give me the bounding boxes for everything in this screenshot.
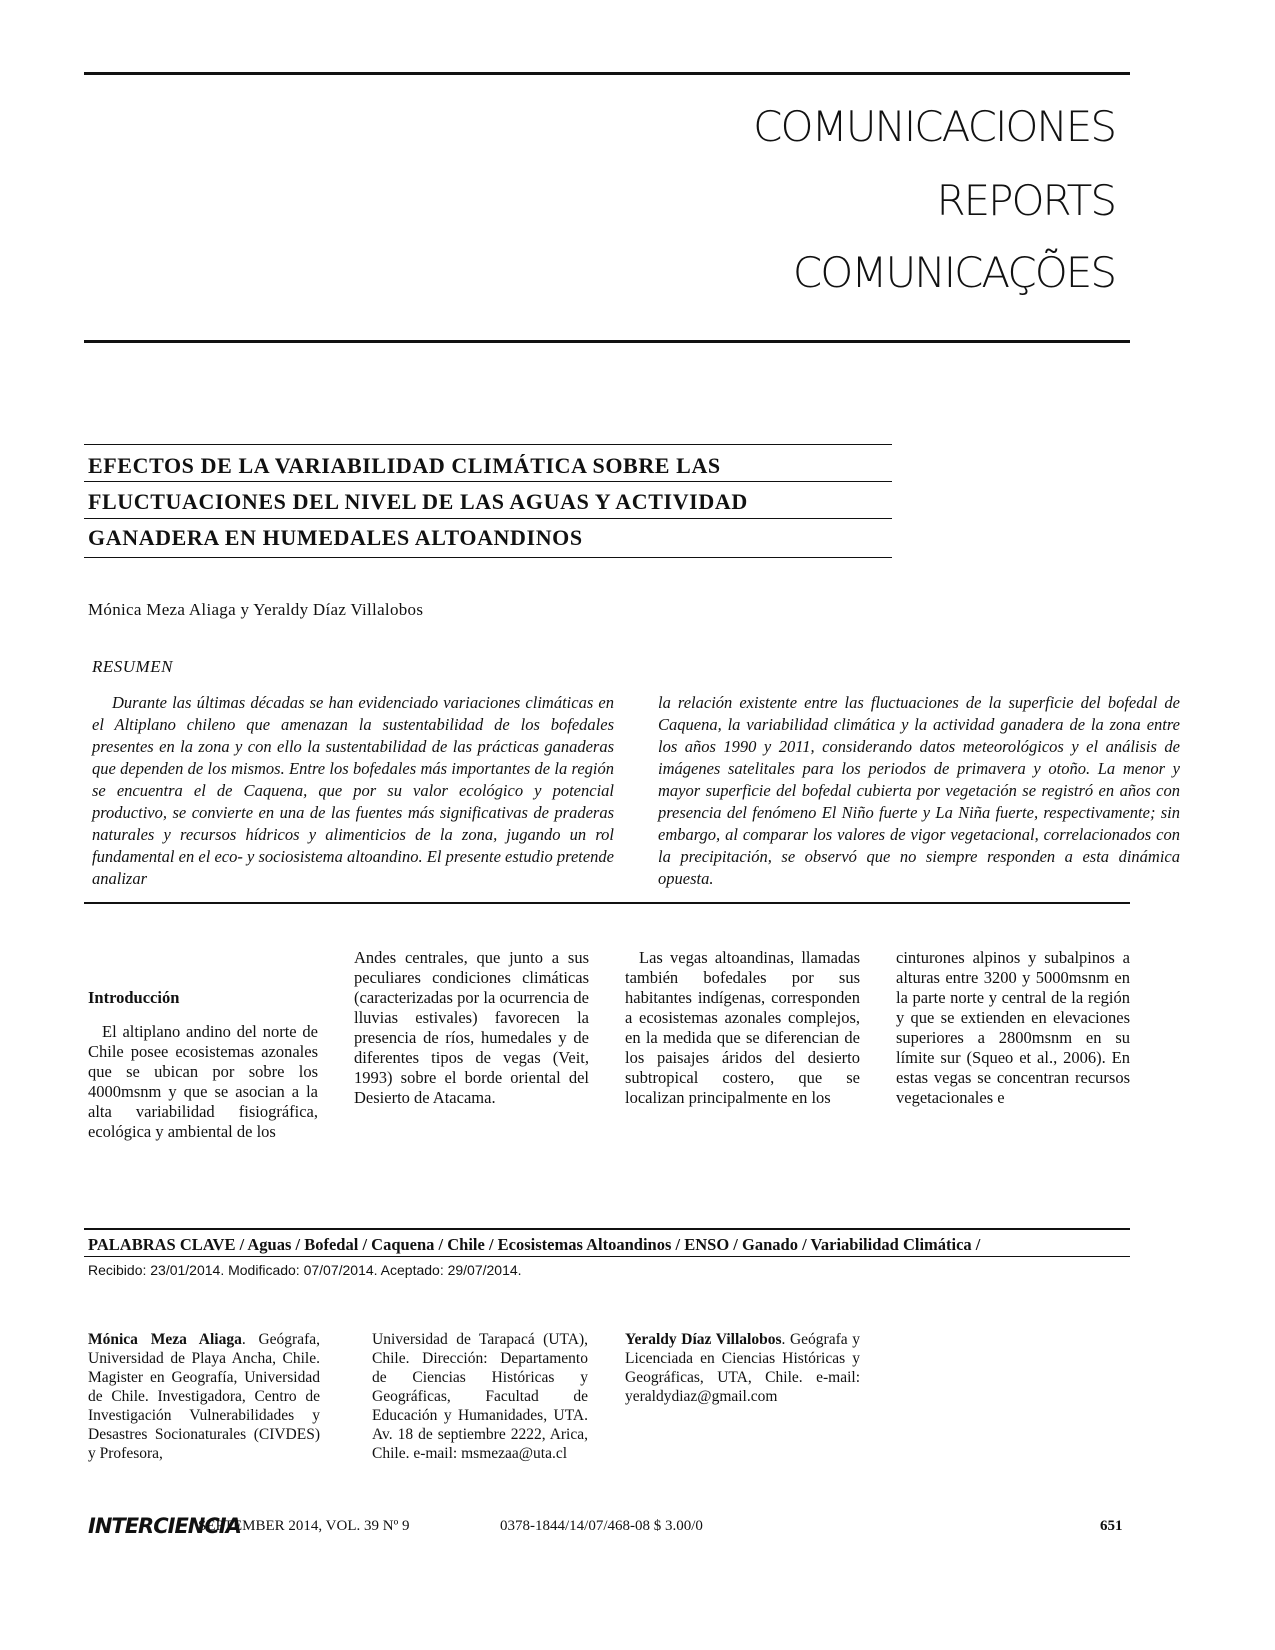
footer-issue: SEPTEMBER 2014, VOL. 39 Nº 9: [198, 1518, 410, 1534]
section-head-en: REPORTS: [936, 176, 1115, 225]
section-head-pt: COMUNICAÇÕES: [792, 248, 1115, 297]
top-rule: [84, 72, 1130, 75]
title-rule-3: [84, 518, 892, 519]
keywords-top-rule: [84, 1228, 1130, 1230]
title-rule-4: [84, 557, 892, 558]
section-head-es: COMUNICACIONES: [753, 102, 1115, 151]
affiliation-1-text: . Geógrafa, Universidad de Playa Ancha, Chile. Magister en Geografía, Universidad de Chile. Investigadora, Centro de Investigación Vulnerabilidades y Desastres Socionaturales (CIVDES) y Profesora,: [88, 1331, 321, 1462]
body-column-2: Andes centrales, que junto a sus peculiares condiciones climáticas (caracterizadas por la ocurrencia de lluvias estivales) favorecen la presencia de ríos, humedales y de diferentes tipos de vegas (Veit, 1993) sobre el borde oriental del Desierto de Atacama.: [354, 948, 589, 1107]
article-authors: Mónica Meza Aliaga y Yeraldy Díaz Villalobos: [88, 600, 424, 619]
abstract-label: RESUMEN: [92, 657, 173, 676]
body-column-4: cinturones alpinos y subalpinos a alturas entre 3200 y 5000msnm en la parte norte y central de la región y que se extienden en elevaciones superiores a 2800msnm en su límite sur (Squeo et al., 2006). En estas vegas se concentran recursos vegetacionales e: [896, 948, 1130, 1107]
title-rule-1: [84, 444, 892, 445]
title-rule-2: [84, 481, 892, 482]
interciencia-logo: [88, 1512, 241, 1538]
affiliation-2-name: Yeraldy Díaz Villalobos: [625, 1331, 782, 1348]
footer-code: 0378-1844/14/07/468-08 $ 3.00/0: [500, 1518, 703, 1534]
title-line-2: FLUCTUACIONES DEL NIVEL DE LAS AGUAS Y ACTIVIDAD: [88, 489, 748, 514]
body-column-1: El altiplano andino del norte de Chile posee ecosistemas azonales que se ubican por sobre los 4000msnm y que se asocian a la alta variabilidad fisiográfica, ecológica y ambiental de los: [88, 1022, 318, 1141]
abstract-bottom-rule: [84, 902, 1130, 904]
title-line-3: GANADERA EN HUMEDALES ALTOANDINOS: [88, 525, 583, 550]
body-column-3: Las vegas altoandinas, llamadas también bofedales por sus habitantes indígenas, corresponden a ecosistemas azonales complejos, en la medida que se diferencian de los paisajes áridos del desierto subtropical costero, que se localizan principalmente en los: [625, 948, 860, 1107]
header-bottom-rule: [84, 340, 1130, 343]
affiliation-2-text: . Geógrafa y Licenciada en Ciencias Históricas y Geográficas, UTA, Chile. e-mail: yeraldydiaz@gmail.com: [625, 1331, 860, 1405]
received-dates: Recibido: 23/01/2014. Modificado: 07/07/2014. Aceptado: 29/07/2014.: [88, 1262, 522, 1278]
interciencia-logo-text: INTERCIENCIA: [88, 1514, 241, 1538]
affiliation-1-continued: Universidad de Tarapacá (UTA), Chile. Dirección: Departamento de Ciencias Históricas y Geográficas, Facultad de Educación y Humanidades, UTA. Av. 18 de septiembre 2222, Arica, Chile. e-mail: msmezaa@uta.cl: [372, 1331, 588, 1462]
abstract-column-right: la relación existente entre las fluctuaciones de la superficie del bofedal de Caquena, la variabilidad climática y la actividad ganadera de la zona entre los años 1990 y 2011, considerando datos meteorológicos y el análisis de imágenes satelitales para los periodos de primavera y otoño. La menor y mayor superficie del bofedal cubierta por vegetación se registró en años con presencia del fenómeno El Niño fuerte y La Niña fuerte, respectivamente; sin embargo, al comparar los valores de vigor vegetacional, correlacionados con la precipitación, se observó que no siempre responden a esta dinámica opuesta.: [658, 693, 1180, 888]
abstract-column-left: Durante las últimas décadas se han evidenciado variaciones climáticas en el Altiplano chileno que amenazan la sustentabilidad de los bofedales presentes en la zona y con ello la sustentabilidad de las prácticas ganaderas que dependen de los mismos. Entre los bofedales más importantes de la región se encuentra el de Caquena, que por su valor ecológico y potencial productivo, se convierte en una de las fuentes más significativas de praderas naturales y recursos hídricos y alimenticios de la zona, jugando un rol fundamental en el eco- y sociosistema altoandino. El presente estudio pretende analizar: [92, 693, 614, 888]
page-number: 651: [1100, 1518, 1123, 1534]
affiliation-1-name: Mónica Meza Aliaga: [88, 1331, 242, 1348]
affiliation-1: [88, 1330, 320, 1463]
keywords-line: PALABRAS CLAVE / Aguas / Bofedal / Caquena / Chile / Ecosistemas Altoandinos / ENSO / Ganado / Variabilidad Climática /: [88, 1235, 981, 1254]
introduction-heading: Introducción: [88, 988, 180, 1007]
keywords-bottom-rule: [84, 1256, 1130, 1257]
affiliation-2: [625, 1330, 860, 1406]
title-line-1: EFECTOS DE LA VARIABILIDAD CLIMÁTICA SOBRE LAS: [88, 453, 721, 478]
